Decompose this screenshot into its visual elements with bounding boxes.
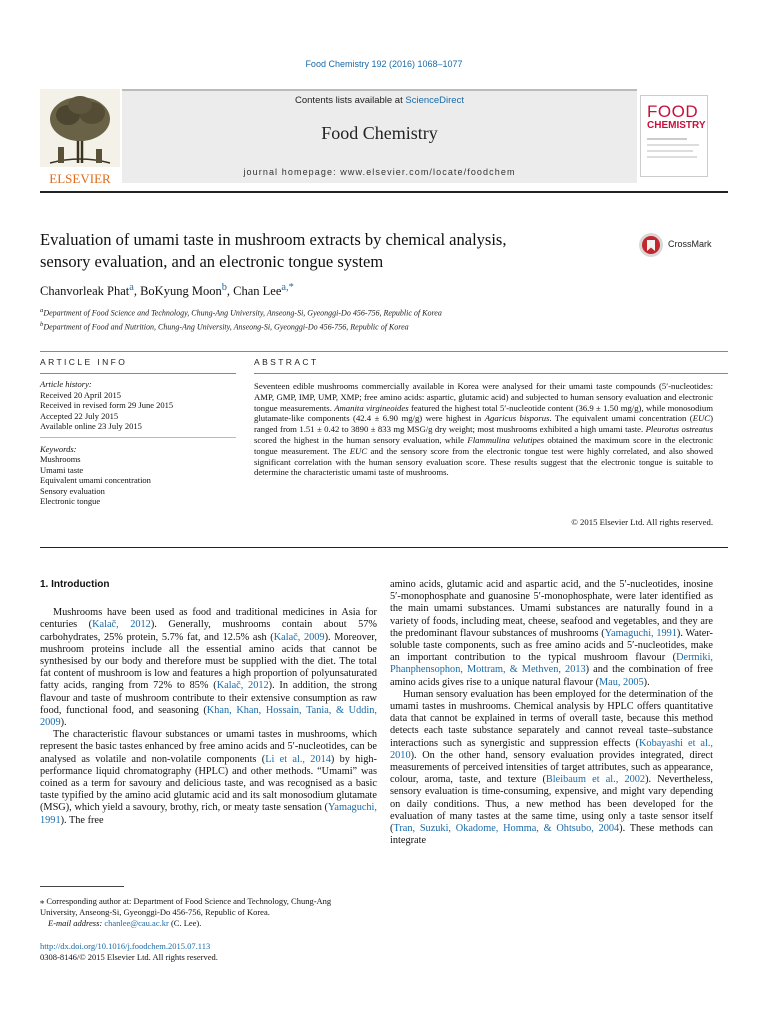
section-heading-introduction: 1. Introduction [40, 579, 110, 590]
cover-word-food: FOOD [647, 102, 699, 121]
body-column-right [390, 579, 713, 847]
sciencedirect-link[interactable]: ScienceDirect [405, 95, 464, 106]
doi-link[interactable]: http://dx.doi.org/10.1016/j.foodchem.2015.07.113 [40, 941, 211, 951]
history-label: Article history: [40, 379, 92, 389]
keyword: Electronic tongue [40, 496, 101, 506]
author-separator: , [226, 284, 234, 299]
info-top-rule [40, 351, 728, 352]
reference-link[interactable]: Kalač, 2012 [216, 680, 269, 692]
reference-link[interactable]: Kalač, 2012 [92, 619, 151, 631]
reference-link[interactable]: Khan, Khan, Hossain, Tania, & Uddin, 2009 [40, 704, 377, 729]
author[interactable]: BoKyung Moon$^b$ [140, 282, 227, 299]
crossmark-label: CrossMark [668, 239, 712, 249]
info-heading-rule [40, 373, 236, 374]
corresponding-author-note: ⁎ Corresponding author at: Department of Food Science and Technology, Chung-Ang University, Anseong-Si, Gyeonggi-Do 456-756, Republic of Korea. [40, 896, 332, 917]
history-item: Received in revised form 29 June 2015 [40, 400, 174, 410]
body-column-left [40, 579, 377, 827]
paragraph: Human sensory evaluation has been employed for the determination of the umami tastes in mushrooms. Chemical analysis by HPLC offers quantitative data that cannot be explained in terms of overall taste, because this method detects each taste substance separately and cannot reveal taste–substance interactions such as synergistic and suppression effects (Kobayashi et al., 2010). On the other hand, sensory evaluation provides integrated, direct measurements of perceived intensities of target attributes, such as appearance, colour, aroma, taste, and texture (Bleibaum et al., 2002). Nevertheless, sensory evaluation is time-consuming, expensive, and might vary depending on daily conditions. Thus, a new method has been developed for the evaluation of many tastes at the same time, using only a taste sensor itself (Tran, Suzuki, Okadome, Homma, & Ohtsubo, 2004). These methods can integrate [390, 688, 714, 847]
reference-link[interactable]: Bleibaum et al., 2002 [545, 774, 646, 786]
crossmark-icon [638, 232, 664, 258]
reference-link[interactable]: Kobayashi et al., 2010 [390, 737, 714, 761]
keyword: Umami taste [40, 464, 84, 475]
footnote-rule [40, 886, 124, 887]
svg-text:ELSEVIER: ELSEVIER [49, 171, 111, 186]
reference-link[interactable]: Mau, 2005 [599, 676, 644, 688]
email-line: E-mail address: chanlee@cau.ac.kr (C. Lee). [48, 918, 202, 928]
author-list [40, 282, 294, 299]
reference-link[interactable]: Li et al., 2014 [265, 753, 331, 765]
cover-text-lines-icon [647, 138, 701, 168]
reference-link[interactable]: Dermiki, Phanphensophon, Mottram, & Methven, 2013 [390, 652, 713, 676]
journal-cover-thumbnail[interactable] [640, 95, 708, 177]
contents-line [122, 95, 637, 106]
reference-link[interactable]: Kalač, 2009 [273, 631, 325, 643]
elsevier-tree-icon [40, 89, 120, 189]
affiliation-item: $^b$Department of Food and Nutrition, Chung-Ang University, Anseong-Si, Gyeonggi-Do 456-756, Republic of Korea [40, 320, 409, 332]
affiliation-marker[interactable]: b [221, 282, 227, 293]
reference-link[interactable]: Yamaguchi, 1991 [40, 802, 377, 826]
elsevier-logo[interactable] [40, 89, 120, 189]
info-divider [40, 437, 236, 438]
affiliation-marker[interactable]: a [129, 282, 134, 293]
paragraph: The characteristic flavour substances or umami tastes in mushrooms, which represent the basic tastes enhanced by free amino acids and 5′-nucleotides, can be analysed as volatile and non-volatile components (Li et al., 2014) by high-performance liquid chromatography (HPLC) and other methods. “Umami” was coined as a term for savoury and delicious taste, and was recognised as a basic taste typified by the amino acid glutamic acid and its salt monosodium glutamate (MSG), which yield a savoury, brothy, rich, or meaty taste sensation (Yamaguchi, 1991). The free [40, 729, 377, 826]
abstract-heading: ABSTRACT [254, 357, 319, 367]
journal-header [40, 81, 728, 189]
journal-banner [122, 89, 637, 183]
keyword: Mushrooms [40, 454, 81, 464]
issn-line: 0308-8146/© 2015 Elsevier Ltd. All rights reserved. [40, 952, 218, 962]
history-item: Available online 23 July 2015 [40, 421, 142, 431]
keyword: Equivalent umami concentration [40, 475, 151, 485]
journal-citation[interactable]: Food Chemistry 192 (2016) 1068–1077 [305, 59, 463, 69]
crossmark-button[interactable] [638, 232, 718, 258]
article-title [40, 229, 630, 273]
affiliation-marker[interactable]: a,* [281, 282, 294, 293]
abstract-text: Seventeen edible mushrooms commercially available in Korea were analysed for their umami taste compounds (5′-nucleotides: AMP, GMP, IMP, UMP, XMP; free amino acids: aspartic, glutamic acid) and subjected to human sensory evaluation and electronic tongue measurements. Amanita virgineoides featured the highest total 5′-nucleotide content (36.9 ± 1.50 mg/g), while monosodium glutamate-like components (42.4 ± 6.90 mg/g) were highest in Agaricus bisporus. The equivalent umami concentration (EUC) ranged from 1.51 ± 0.42 to 3890 ± 833 mg MSG/g dry weight; most mushrooms exhibited a high umami taste. Pleurotus ostreatus scored the highest in the human sensory evaluation, while Flammulina velutipes obtained the maximum score in the electronic tongue measurement. The EUC and the sensory score from the electronic tongue test were highly correlated, and also showed significant correlation with the human sensory evaluation score. These results suggest that the electronic tongue is suitable to determine the characteristic umami taste of mushrooms. [254, 381, 714, 478]
abstract-copyright: © 2015 Elsevier Ltd. All rights reserved. [571, 517, 713, 527]
keyword: Sensory evaluation [40, 485, 105, 496]
reference-link[interactable]: Yamaguchi, 1991 [604, 627, 677, 639]
cover-word-chemistry: CHEMISTRY [647, 120, 706, 131]
history-item: Accepted 22 July 2015 [40, 410, 119, 421]
contents-prefix: Contents lists available at [295, 95, 406, 106]
affiliations [40, 305, 442, 332]
author[interactable]: Chan Lee$^{a,*}$ [233, 282, 294, 299]
email-link[interactable]: chanlee@cau.ac.kr [104, 918, 169, 928]
journal-homepage-link[interactable]: journal homepage: www.elsevier.com/locate/foodchem [243, 167, 516, 177]
doi-block [40, 941, 218, 963]
title-line-2: sensory evaluation, and an electronic tongue system [40, 252, 384, 271]
author[interactable]: Chanvorleak Phat$^a$ [40, 282, 134, 299]
article-info-heading: ARTICLE INFO [40, 357, 128, 367]
journal-title: Food Chemistry [321, 123, 438, 143]
article-info [40, 379, 236, 507]
paragraph: amino acids, glutamic acid and aspartic acid, and the 5′-nucleotides, inosine 5′-monophosphate and guanosine 5′-monophosphate, were later identified as the main umami substances. Umami substances are naturally found in a variety of foods, including meat, cheese, seafood and vegetables, and they are the predominant flavour substances of mushrooms (Yamaguchi, 1991). Water-soluble taste components, such as free amino acids and 5′-nucleotides, make an important contribution to the typical mushroom flavour (Dermiki, Phanphensophon, Mottram, & Methven, 2013) and the combination of free amino acids gives rise to a unique natural flavour (Mau, 2005). [390, 579, 713, 688]
footnote [40, 896, 370, 929]
affiliation-item: $^a$Department of Food Science and Technology, Chung-Ang University, Anseong-Si, Gyeonggi-Do 456-756, Republic of Korea [40, 307, 442, 318]
history-item: Received 20 April 2015 [40, 389, 121, 400]
title-line-1: Evaluation of umami taste in mushroom extracts by chemical analysis, [40, 230, 507, 249]
paragraph: Mushrooms have been used as food and traditional medicines in Asia for centuries (Kalač, 2012). Generally, mushrooms contain about 57% carbohydrates, 25% protein, 5.7% fat, and 12.5% ash (Kalač, 2009). Moreover, mushroom proteins include all the essential amino acids that cannot be synthesised by our body and therefore must be supplied with the diet. The total fat content of mushroom is low and features a high proportion of polyunsaturated fatty acids, ranging from 72% to 85% (Kalač, 2012). In addition, the strong flavour and taste of mushroom contribute to their extensive consumption as raw food, functional food, and seasoning (Khan, Khan, Hossain, Tania, & Uddin, 2009). [40, 607, 378, 729]
abstract-heading-rule [254, 373, 728, 374]
keywords-label: Keywords: [40, 443, 77, 454]
author-separator: , [133, 284, 141, 299]
body-divider [40, 547, 728, 548]
reference-link[interactable]: Tran, Suzuki, Okadome, Homma, & Ohtsubo, 2004 [393, 823, 620, 835]
header-divider [40, 191, 728, 193]
